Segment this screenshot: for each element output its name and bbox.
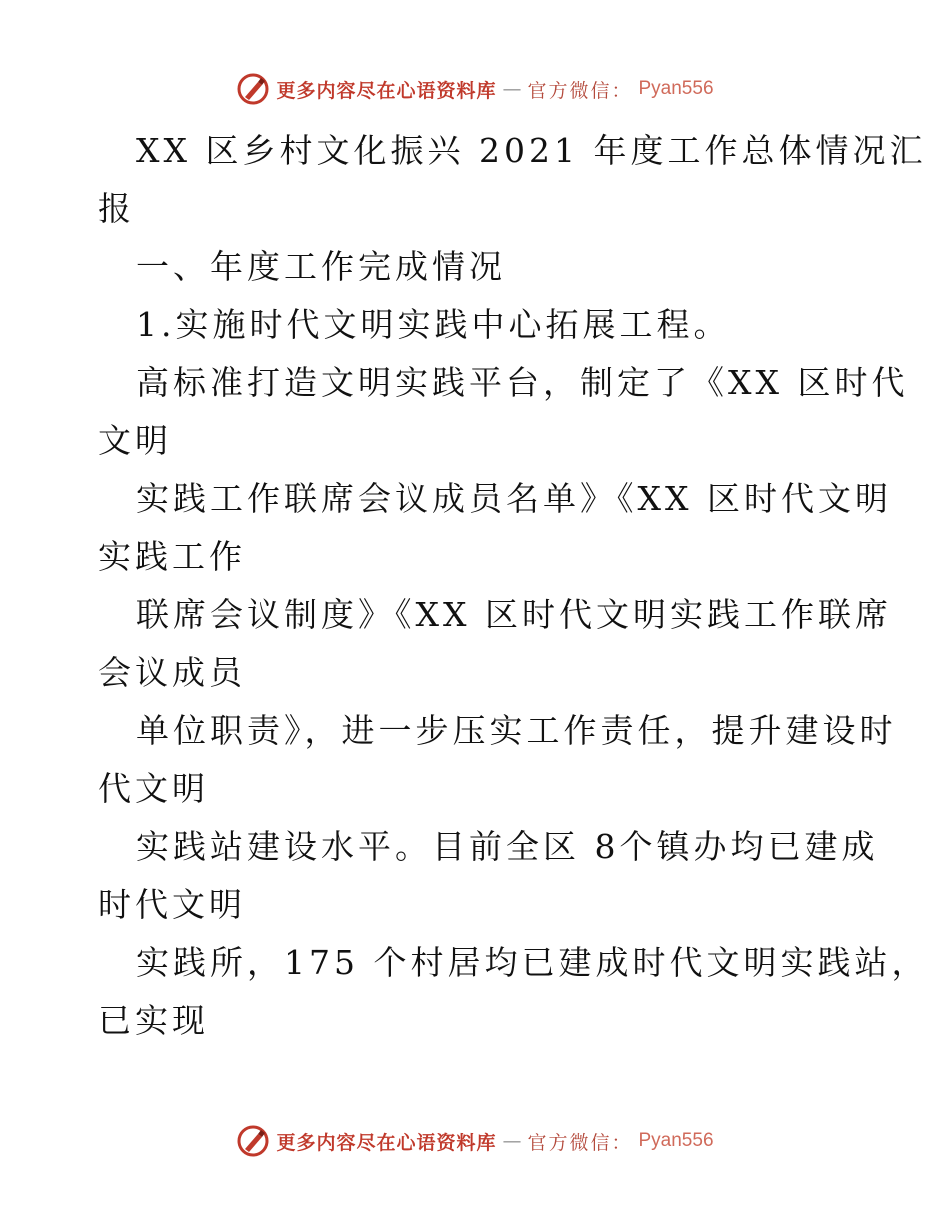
paragraph-line: 代文明 [98,769,209,808]
paragraph-line: 单位职责》，进一步压实工作责任，提升建设时 [136,711,897,750]
paragraph-line: 时代文明 [98,885,246,924]
subsection-heading: 1.实施时代文明实践中心拓展工程。 [136,305,731,344]
watermark-account: Pyan556 [638,1130,714,1151]
paragraph-line: 文明 [98,421,172,460]
pen-logo-icon [236,1124,270,1158]
paragraph-line: 会议成员 [98,653,246,692]
section-heading: 一、年度工作完成情况 [136,247,506,286]
watermark-brand: 更多内容尽在心语资料库 [276,1131,497,1154]
paragraph-line: 实践工作 [98,537,246,576]
watermark-account: Pyan556 [638,78,714,99]
paragraph-line: 实践工作联席会议成员名单》《XX 区时代文明 [136,479,892,518]
header-watermark [0,72,950,106]
paragraph-line: 实践所，175 个村居均已建成时代文明实践站， [136,943,929,982]
paragraph-line: 联席会议制度》《XX 区时代文明实践工作联席 [136,595,892,634]
watermark-separator: — [502,78,522,100]
watermark-separator: — [502,1130,522,1152]
paragraph-line: 已实现 [98,1001,209,1040]
document-body [98,122,929,1050]
pen-logo-icon [236,72,270,106]
paragraph-line: 高标准打造文明实践平台，制定了《XX 区时代 [136,363,909,402]
footer-watermark [0,1124,950,1158]
paragraph-line: 实践站建设水平。目前全区 8个镇办均已建成 [136,827,879,866]
document-title-line-1: XX 区乡村文化振兴 2021 年度工作总体情况汇 [136,131,927,170]
watermark-label: 官方微信： [527,79,633,102]
watermark-label: 官方微信： [527,1131,633,1154]
watermark-brand: 更多内容尽在心语资料库 [276,79,497,102]
document-title-line-2: 报 [98,189,135,228]
